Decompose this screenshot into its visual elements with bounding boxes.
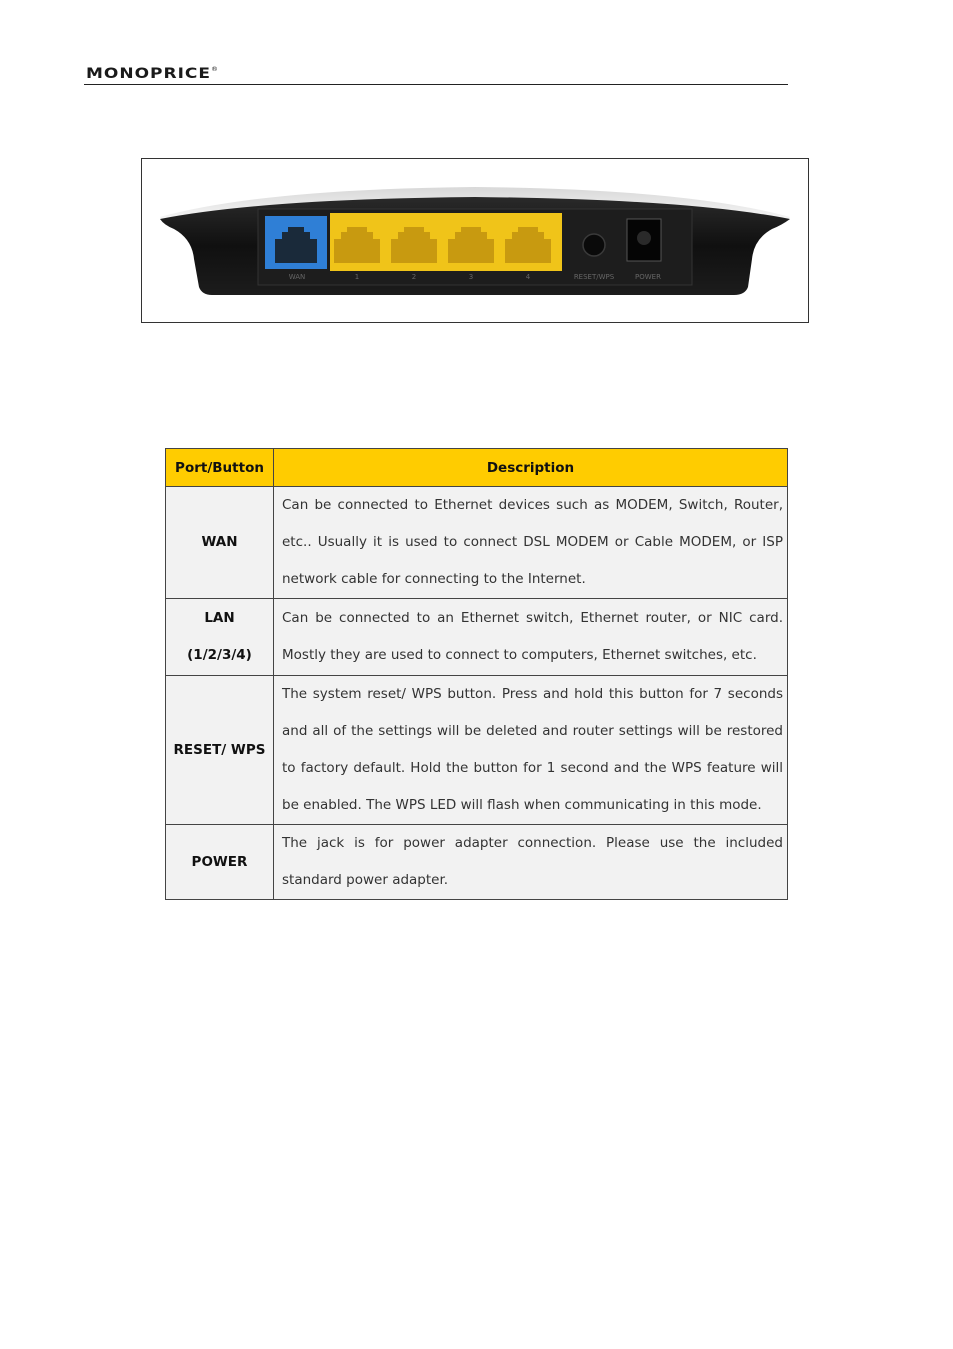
port-name: LAN [204,610,235,626]
port-description-table [165,448,788,900]
table-row [166,825,788,900]
lan-port-1-label: 1 [354,273,360,281]
port-cell [166,676,274,825]
description-cell: Can be connected to an Ethernet switch, Ethernet router, or NIC card. Mostly they are used to connect to computers, Ethernet switches, etc. [274,599,788,676]
header-description: Description [274,449,788,487]
reset-wps-label: RESET/WPS [573,273,615,281]
description-cell: The system reset/ WPS button. Press and hold this button for 7 seconds and all of the settings will be deleted and router settings will be restored to factory default. Hold the button for 1 second and the WPS feature will be enabled. The WPS LED will flash when communicating in this mode. [274,676,788,825]
header-port-button: Port/Button [166,449,274,487]
table-header-row [166,449,788,487]
brand-logo-text: MONOPRICE [86,65,212,82]
router-back-panel-illustration [142,159,808,322]
lan-port-2-label: 2 [411,273,417,281]
table-row [166,487,788,599]
description-cell: Can be connected to Ethernet devices such as MODEM, Switch, Router, etc.. Usually it is used to connect DSL MODEM or Cable MODEM, or ISP network cable for connecting to the Internet. [274,487,788,599]
brand-logo [86,65,219,82]
port-cell [166,487,274,599]
wan-port-label: WAN [288,273,306,281]
port-cell [166,825,274,900]
power-label: POWER [635,273,661,281]
lan-port-4-label: 4 [525,273,531,281]
registered-mark: ® [211,65,220,73]
description-cell: The jack is for power adapter connection. Please use the included standard power adapter. [274,825,788,900]
page-header [84,62,788,85]
lan-port-3-label: 3 [468,273,474,281]
table-row [166,599,788,676]
port-name: POWER [191,853,248,870]
port-name: RESET/ WPS [173,741,266,758]
wan-port [265,216,327,269]
power-jack [627,219,661,261]
port-name: WAN [201,534,238,550]
port-name-sub: (1/2/3/4) [187,647,252,663]
router-back-panel-figure [141,158,809,323]
port-cell [166,599,274,676]
reset-wps-button [583,234,605,256]
table-row [166,676,788,825]
